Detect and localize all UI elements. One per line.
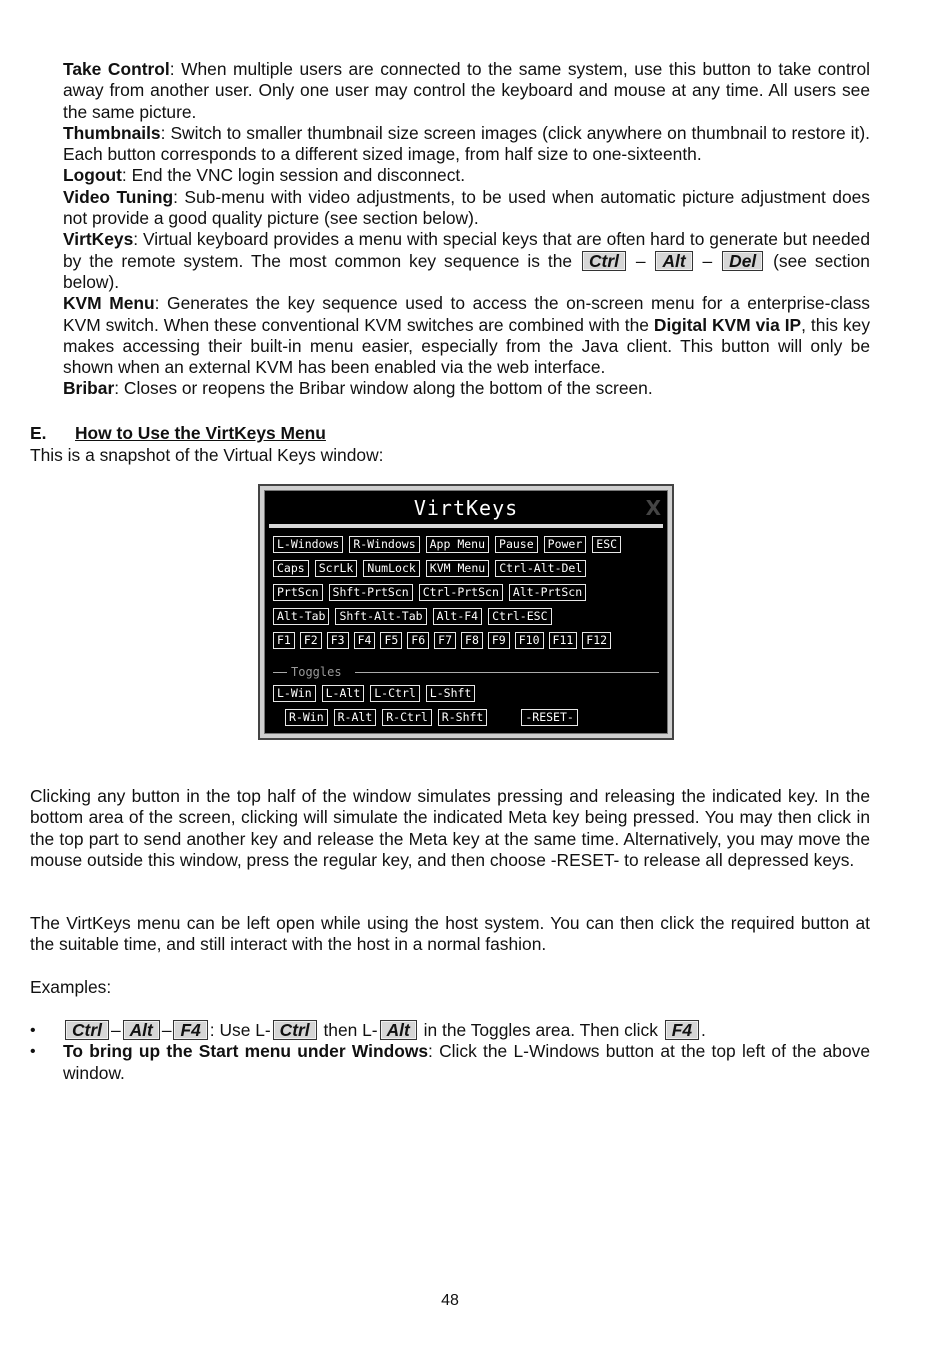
page-number: 48 — [441, 1292, 459, 1309]
term: Bribar — [63, 378, 115, 399]
section-heading — [30, 423, 326, 444]
separator: – — [161, 1020, 172, 1040]
definition-text: : Sub-menu with video adjustments, to be used when automatic picture adjustment does not provide a good quality picture (see section below). — [63, 186, 870, 229]
section-title: How to Use the VirtKeys Menu — [75, 423, 326, 443]
list-text: then L- — [318, 1020, 378, 1040]
toggle-r-shft-button[interactable]: R-Shft — [438, 709, 488, 726]
separator: – — [627, 250, 654, 271]
key-kvm-menu-button[interactable]: KVM Menu — [426, 560, 489, 577]
divider — [273, 672, 287, 673]
key-row-2 — [273, 560, 586, 577]
key-ctrl: Ctrl — [582, 251, 626, 271]
term: Video Tuning — [63, 186, 174, 207]
key-app-menu-button[interactable]: App Menu — [426, 536, 489, 553]
list-text: in the Toggles area. Then click — [418, 1020, 663, 1040]
key-row-4 — [273, 608, 552, 625]
key-row-1 — [273, 536, 621, 553]
bullet-icon: • — [30, 1043, 36, 1061]
close-icon[interactable]: X — [645, 496, 661, 520]
toggle-l-alt-button[interactable]: L-Alt — [322, 685, 365, 702]
definition-text: : Switch to smaller thumbnail size screen images (click anywhere on thumbnail to restore it). Each button corresponds to a different sized image, from half size to one-sixteenth. — [63, 122, 870, 165]
key-row-3 — [273, 584, 586, 601]
bold-product-name: Digital KVM via IP — [653, 314, 802, 335]
key-l-windows-button[interactable]: L-Windows — [273, 536, 343, 553]
toggle-row-right — [285, 709, 578, 726]
definition-text: (see section below). — [63, 250, 870, 292]
term: Logout — [63, 165, 122, 186]
key-alt-prtscn-button[interactable]: Alt-PrtScn — [509, 584, 586, 601]
definition-kvm-menu — [63, 293, 870, 378]
key-f3-button[interactable]: F3 — [327, 632, 349, 649]
key-shft-prtscn-button[interactable]: Shft-PrtScn — [329, 584, 413, 601]
key-alt: Alt — [380, 1020, 417, 1040]
key-f1-button[interactable]: F1 — [273, 632, 295, 649]
virtkeys-window — [258, 484, 674, 740]
definition-take-control — [63, 59, 870, 123]
list-text: : Use L- — [209, 1020, 271, 1040]
intro-text: This is a snapshot of the Virtual Keys window: — [30, 445, 384, 465]
examples-label: Examples: — [30, 977, 112, 997]
key-ctrl-alt-del-button[interactable]: Ctrl-Alt-Del — [495, 560, 586, 577]
paragraph-usage: Clicking any button in the top half of the window simulates pressing and releasing the indicated key. In the bottom area of the screen, clicking will simulate the indicated Meta key being pressed. You may then click in the top part to send another key and release the Meta key at the same time. Alternatively, you may move the mouse outside this window, press the regular key, and then choose -RESET- to release all depressed keys. — [30, 786, 870, 870]
key-del: Del — [722, 251, 763, 271]
key-f10-button[interactable]: F10 — [515, 632, 544, 649]
separator: – — [110, 1020, 121, 1040]
key-power-button[interactable]: Power — [544, 536, 587, 553]
section-letter: E. — [30, 423, 47, 443]
key-f12-button[interactable]: F12 — [582, 632, 611, 649]
examples-list — [30, 1020, 870, 1084]
key-shft-alt-tab-button[interactable]: Shft-Alt-Tab — [335, 608, 426, 625]
key-f7-button[interactable]: F7 — [434, 632, 456, 649]
list-text: . — [701, 1020, 706, 1040]
toggle-r-win-button[interactable]: R-Win — [285, 709, 328, 726]
toggle-row-left — [273, 685, 475, 702]
key-scrlk-button[interactable]: ScrLk — [315, 560, 358, 577]
definition-text: : Generates the key sequence used to access the on-screen menu for a enterprise-class KVM switch. When these conventional KVM switches are combined with the — [63, 293, 870, 335]
reset-button[interactable]: -RESET- — [521, 709, 577, 726]
key-alt-tab-button[interactable]: Alt-Tab — [273, 608, 329, 625]
definition-virtkeys — [63, 229, 870, 293]
key-f4: F4 — [173, 1020, 207, 1040]
title-divider — [269, 524, 663, 528]
definitions-list — [63, 59, 870, 400]
list-bold-text: To bring up the Start menu under Windows — [63, 1041, 429, 1062]
key-f11-button[interactable]: F11 — [549, 632, 578, 649]
definition-bribar — [63, 378, 870, 399]
toggle-l-shft-button[interactable]: L-Shft — [426, 685, 476, 702]
toggle-l-win-button[interactable]: L-Win — [273, 685, 316, 702]
key-row-function — [273, 632, 611, 649]
key-f5-button[interactable]: F5 — [380, 632, 402, 649]
key-esc-button[interactable]: ESC — [592, 536, 621, 553]
separator: – — [694, 250, 721, 271]
key-alt: Alt — [123, 1020, 160, 1040]
toggles-group-label — [273, 664, 659, 680]
definition-text: : Virtual keyboard provides a menu with special keys that are often hard to generate but needed by the remote system. The most common key sequence is the — [63, 229, 870, 271]
toggle-l-ctrl-button[interactable]: L-Ctrl — [370, 685, 420, 702]
definition-thumbnails — [63, 123, 870, 166]
key-f4: F4 — [665, 1020, 699, 1040]
key-f9-button[interactable]: F9 — [488, 632, 510, 649]
definition-text: , this key makes accessing their built-in menu easier, especially from the Java client. This button will only be shown when an external KVM has been enabled via the web interface. — [63, 314, 871, 378]
list-text: : Click the L-Windows button at the top left of the above window. — [63, 1041, 871, 1083]
window-title: VirtKeys — [413, 496, 519, 520]
key-f4-button[interactable]: F4 — [354, 632, 376, 649]
definition-text: : When multiple users are connected to the same system, use this button to take control away from another user. Only one user may control the keyboard and mouse at any time. All users see the same picture. — [63, 59, 870, 122]
virtkeys-window-body — [264, 490, 668, 734]
term: KVM Menu — [63, 293, 155, 314]
key-f6-button[interactable]: F6 — [407, 632, 429, 649]
definition-text: : End the VNC login session and disconnect. — [121, 165, 466, 186]
list-item — [30, 1020, 870, 1041]
toggles-label: Toggles — [291, 665, 342, 679]
list-item — [30, 1041, 870, 1084]
key-f8-button[interactable]: F8 — [461, 632, 483, 649]
paragraph-open: The VirtKeys menu can be left open while using the host system. You can then click the required button at the suitable time, and still interact with the host in a normal fashion. — [30, 913, 870, 955]
divider — [355, 672, 659, 673]
key-pause-button[interactable]: Pause — [495, 536, 538, 553]
term: Take Control — [63, 59, 170, 79]
toggle-r-alt-button[interactable]: R-Alt — [334, 709, 377, 726]
key-ctrl: Ctrl — [273, 1020, 317, 1040]
term: Thumbnails — [63, 122, 161, 143]
key-caps-button[interactable]: Caps — [273, 560, 309, 577]
key-prtscn-button[interactable]: PrtScn — [273, 584, 323, 601]
toggle-r-ctrl-button[interactable]: R-Ctrl — [382, 709, 432, 726]
key-ctrl-prtscn-button[interactable]: Ctrl-PrtScn — [419, 584, 503, 601]
bullet-icon: • — [30, 1022, 36, 1039]
key-r-windows-button[interactable]: R-Windows — [349, 536, 419, 553]
key-numlock-button[interactable]: NumLock — [363, 560, 419, 577]
definition-logout — [63, 165, 870, 186]
term: VirtKeys — [63, 229, 134, 250]
key-alt-f4-button[interactable]: Alt-F4 — [433, 608, 483, 625]
definition-text: : Closes or reopens the Bribar window along the bottom of the screen. — [114, 378, 653, 399]
key-ctrl-esc-button[interactable]: Ctrl-ESC — [488, 608, 551, 625]
key-f2-button[interactable]: F2 — [300, 632, 322, 649]
definition-video-tuning — [63, 187, 870, 230]
key-ctrl: Ctrl — [65, 1020, 109, 1040]
key-alt: Alt — [655, 251, 692, 271]
